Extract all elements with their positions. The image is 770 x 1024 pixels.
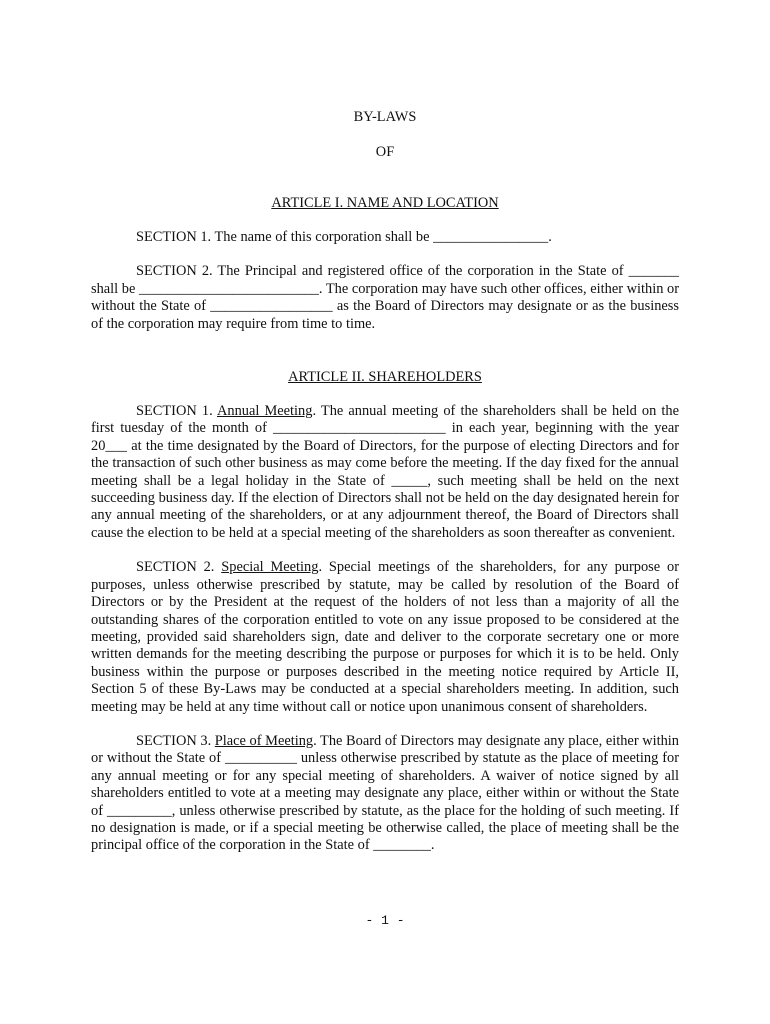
section-label: SECTION 1. xyxy=(136,403,217,420)
section-body: . The annual meeting of the shareholders shall be held on the first tuesday of the month of ________________________ in each year, beginning with the year 20___ at the time designated by the Board of Directors, for the purpose of electing Directors and for the transaction of such other business as may come before the meeting. If the day fixed for the annual meeting shall be a legal holiday in the State of _____, such meeting shall be held on the next succeeding business day. If the election of Directors shall not be held on the day designated herein for any annual meeting of the shareholders, or at any adjournment thereof, the Board of Directors shall cause the election to be held at a special meeting of the shareholders as soon thereafter as convenient. xyxy=(91,403,679,541)
article-2-section-2 xyxy=(91,559,679,716)
section-body: . The Board of Directors may designate any place, either within or without the State of __________ unless otherwise prescribed by statute as the place of meeting for any annual meeting or for any special meeting of shareholders. A waiver of notice signed by all shareholders entitled to vote at a meeting may designate any place, either within or without the State of _________, unless otherwise prescribed by statute, as the place for the holding of such meeting. If no designation is made, or if a special meeting be otherwise called, the place of meeting shall be the principal office of the corporation in the State of ________. xyxy=(91,732,679,854)
section-title-annual-meeting: Annual Meeting xyxy=(217,403,313,420)
article-2-heading: ARTICLE II. SHAREHOLDERS xyxy=(288,369,482,386)
section-title-special-meeting: Special Meeting xyxy=(221,559,319,576)
document-page xyxy=(91,108,679,855)
article-2-section-1 xyxy=(91,403,679,542)
page-number: - 1 - xyxy=(365,913,405,928)
section-title-place-of-meeting: Place of Meeting xyxy=(214,732,314,749)
section-body: . Special meetings of the shareholders, for any purpose or purposes, unless otherwise prescribed by statute, may be called by resolution of the Board of Directors or by the President at the request of the holders of not less than a majority of all the outstanding shares of the corporation entitled to vote on any issue proposed to be considered at the meeting, provided said shareholders sign, date and deliver to the corporate secretary one or more written demands for the meeting describing the purpose or purposes for which it is to be held. Only business within the purpose or purposes described in the meeting notice required by Article II, Section 5 of these By-Laws may be conducted at a special shareholders meeting. In addition, such meeting may be held at any time without call or notice upon unanimous consent of shareholders. xyxy=(91,559,679,715)
article-1-heading: ARTICLE I. NAME AND LOCATION xyxy=(271,195,499,211)
document-subtitle-of: OF xyxy=(375,144,395,160)
article-2-section-3 xyxy=(91,733,679,855)
section-label: SECTION 2. xyxy=(136,559,222,576)
section-label: SECTION 3. xyxy=(136,732,215,749)
document-title: BY-LAWS xyxy=(353,109,417,125)
article-1-section-2: SECTION 2. The Principal and registered office of the corporation in the State of _______ shall be _________________________. The corporation may have such other offices, either within or without the State of _________________ as the Board of Directors may designate or as the business of the corporation may require from time to time. xyxy=(91,263,679,332)
article-1-section-1: SECTION 1. The name of this corporation shall be ________________. xyxy=(136,229,552,245)
